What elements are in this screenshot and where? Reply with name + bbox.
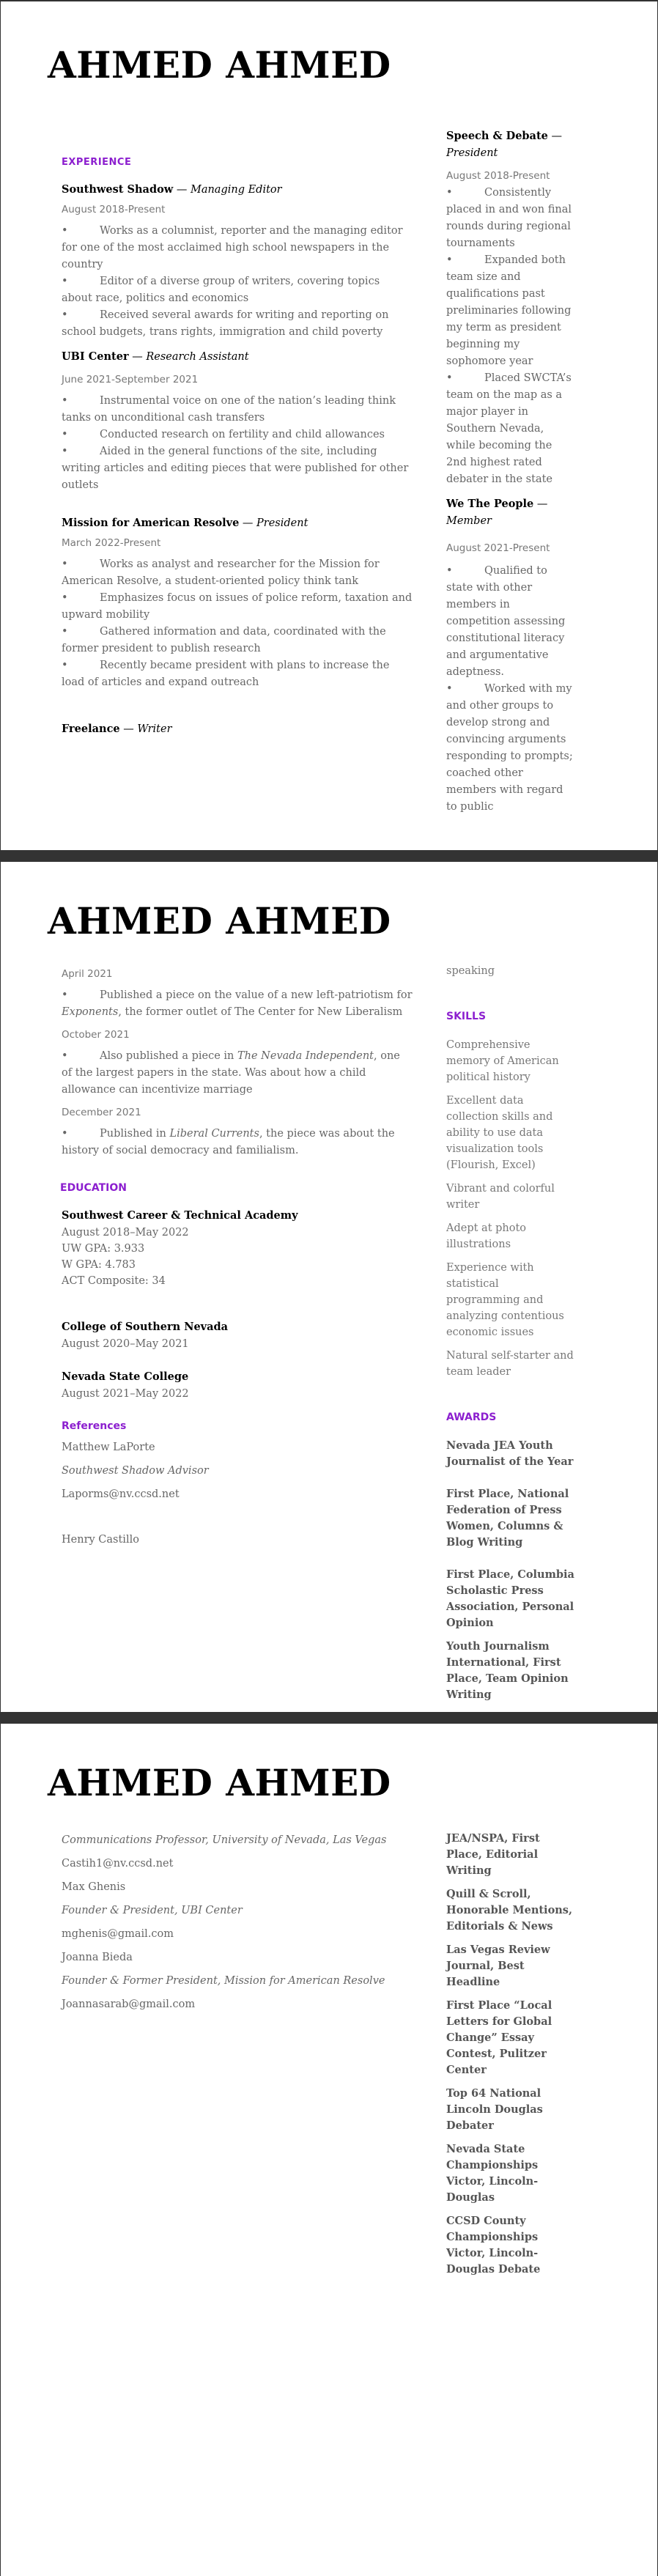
awards-heading: AWARDS <box>446 1411 497 1423</box>
school-name: Southwest Career & Technical Academy <box>62 1209 298 1222</box>
skill-item: Experience with statistical programming and analyzing contentious economic issues <box>446 1262 564 1338</box>
reference-name: Joanna Bieda <box>62 1952 133 1963</box>
job-date: June 2021-September 2021 <box>62 374 199 385</box>
page-separator <box>0 1712 658 1724</box>
resume-name: AHMED AHMED <box>48 899 391 942</box>
job-bullet: • Placed SWCTA’s team on the map as a major player in Southern Nevada, while becoming the 2nd highest rated debater in the state <box>446 372 572 485</box>
job-bullet: • Expanded both team size and qualifications past preliminaries following my term as president beginning my sophomore year <box>446 254 572 367</box>
resume-name: AHMED AHMED <box>48 1761 391 1804</box>
education-heading: EDUCATION <box>60 1182 127 1194</box>
job-date: October 2021 <box>62 1029 130 1041</box>
job-bullet: • Emphasizes focus on issues of police reform, taxation and upward mobility <box>62 592 413 621</box>
skill-item: Natural self-starter and team leader <box>446 1350 574 1378</box>
experience-section <box>62 154 413 738</box>
award-item: First Place “Local Letters for Global Change” Essay Contest, Pulitzer Center <box>446 1999 552 2076</box>
job-date: August 2018-Present <box>446 170 550 182</box>
job-bullet: • Conducted research on fertility and child allowances <box>62 429 385 440</box>
skill-item: Vibrant and colorful writer <box>446 1183 555 1211</box>
edu-line: UW GPA: 3.933 <box>62 1243 145 1255</box>
awards-continued <box>446 1831 574 2278</box>
skill-item: Excellent data collection skills and ability to use data visualization tools (Flourish, Excel) <box>446 1095 553 1171</box>
award-item: JEA/NSPA, First Place, Editorial Writing <box>446 1832 540 1877</box>
speech-debate-section <box>446 128 574 816</box>
job-bullet: • Aided in the general functions of the site, including writing articles and editing pieces that were published for other outlets <box>62 446 409 491</box>
experience-heading: EXPERIENCE <box>62 157 132 168</box>
skill-item: Comprehensive memory of American political history <box>446 1039 559 1083</box>
skill-item: Adept at photo illustrations <box>446 1222 527 1250</box>
skills-awards-section <box>446 963 574 1703</box>
job-bullet: • Qualified to state with other members in competition assessing constitutional literacy and argumentative adeptness. <box>446 565 566 678</box>
job-bullet: • Instrumental voice on one of the nation’s leading think tanks on unconditional cash transfers <box>62 395 396 424</box>
reference-email[interactable]: Joannasarab@gmail.com <box>62 1999 196 2010</box>
job-bullet: • Worked with my and other groups to develop strong and convincing arguments responding to prompts; coached other members with regard to public <box>446 683 573 813</box>
job-date: August 2021-Present <box>446 542 550 554</box>
reference-title: Communications Professor, University of Nevada, Las Vegas <box>62 1834 387 1846</box>
job-title: UBI Center — Research Assistant <box>62 350 249 363</box>
award-item: Las Vegas Review Journal, Best Headline <box>446 1944 550 1988</box>
award-item: First Place, Columbia Scholastic Press Association, Personal Opinion <box>446 1568 574 1629</box>
job-date: March 2022-Present <box>62 537 161 549</box>
page-2 <box>0 862 658 1712</box>
page-3 <box>0 1724 658 2576</box>
edu-line: ACT Composite: 34 <box>62 1275 166 1287</box>
job-bullet: • Gathered information and data, coordinated with the former president to publish research <box>62 626 386 654</box>
job-bullet: • Editor of a diverse group of writers, covering topics about race, politics and economics <box>62 276 380 304</box>
job-bullet: • Works as analyst and researcher for the Mission for American Resolve, a student-oriented policy think tank <box>62 558 380 587</box>
award-item: Youth Journalism International, First Place, Team Opinion Writing <box>446 1640 569 1701</box>
award-item: Quill & Scroll, Honorable Mentions, Editorials & News <box>446 1888 572 1933</box>
resume-name: AHMED AHMED <box>48 43 391 86</box>
reference-title: Founder & Former President, Mission for American Resolve <box>62 1975 385 1987</box>
award-item: CCSD County Championships Victor, Lincoln-Douglas Debate <box>446 2215 541 2276</box>
job-date: April 2021 <box>62 968 113 980</box>
job-bullet: • Published in Liberal Currents, the piece was about the history of social democracy and familialism. <box>62 1128 395 1156</box>
job-date: December 2021 <box>62 1107 141 1118</box>
job-bullet: • Consistently placed in and won final rounds during regional tournaments <box>446 187 572 249</box>
reference-title: Southwest Shadow Advisor <box>62 1465 209 1477</box>
award-item: Nevada JEA Youth Journalist of the Year <box>446 1439 574 1468</box>
reference-title: Founder & President, UBI Center <box>62 1905 243 1916</box>
school-name: Nevada State College <box>62 1370 189 1383</box>
freelance-section <box>62 966 413 1548</box>
reference-email[interactable]: Laporms@nv.ccsd.net <box>62 1488 180 1500</box>
edu-line: W GPA: 4.783 <box>62 1259 136 1271</box>
continued-text: speaking <box>446 965 495 977</box>
job-bullet: • Also published a piece in The Nevada Independent, one of the largest papers in the state. Was about how a child allowance can incentivize marriage <box>62 1050 400 1096</box>
job-title: We The People — Member <box>446 498 548 527</box>
reference-email[interactable]: mghenis@gmail.com <box>62 1928 174 1940</box>
award-item: First Place, National Federation of Press Women, Columns & Blog Writing <box>446 1488 569 1549</box>
reference-name: Henry Castillo <box>62 1534 139 1546</box>
award-item: Top 64 National Lincoln Douglas Debater <box>446 2087 543 2132</box>
page-1 <box>0 0 658 850</box>
job-bullet: • Received several awards for writing and reporting on school budgets, trans rights, immigration and child poverty <box>62 309 389 338</box>
skills-heading: SKILLS <box>446 1011 487 1022</box>
job-title: Mission for American Resolve — President <box>62 517 308 529</box>
reference-name: Max Ghenis <box>62 1881 126 1893</box>
references-heading: References <box>62 1420 127 1432</box>
award-item: Nevada State Championships Victor, Lincoln-Douglas <box>446 2143 539 2204</box>
job-title: Freelance — Writer <box>62 723 172 735</box>
edu-line: August 2020–May 2021 <box>62 1338 189 1350</box>
edu-line: August 2021–May 2022 <box>62 1388 189 1400</box>
job-bullet: • Published a piece on the value of a new left-patriotism for Exponents, the former outlet of The Center for New Liberalism <box>62 989 413 1018</box>
job-bullet: • Works as a columnist, reporter and the managing editor for one of the most acclaimed high school newspapers in the country <box>62 225 403 270</box>
references-continued <box>62 1832 413 2012</box>
reference-email[interactable]: Castih1@nv.ccsd.net <box>62 1858 174 1870</box>
reference-name: Matthew LaPorte <box>62 1442 155 1453</box>
job-title: Speech & Debate — President <box>446 130 562 159</box>
page-separator <box>0 850 658 862</box>
school-name: College of Southern Nevada <box>62 1321 229 1333</box>
job-bullet: • Recently became president with plans to increase the load of articles and expand outreach <box>62 660 390 688</box>
edu-line: August 2018–May 2022 <box>62 1227 189 1239</box>
job-date: August 2018-Present <box>62 204 166 215</box>
job-title: Southwest Shadow — Managing Editor <box>62 183 282 196</box>
